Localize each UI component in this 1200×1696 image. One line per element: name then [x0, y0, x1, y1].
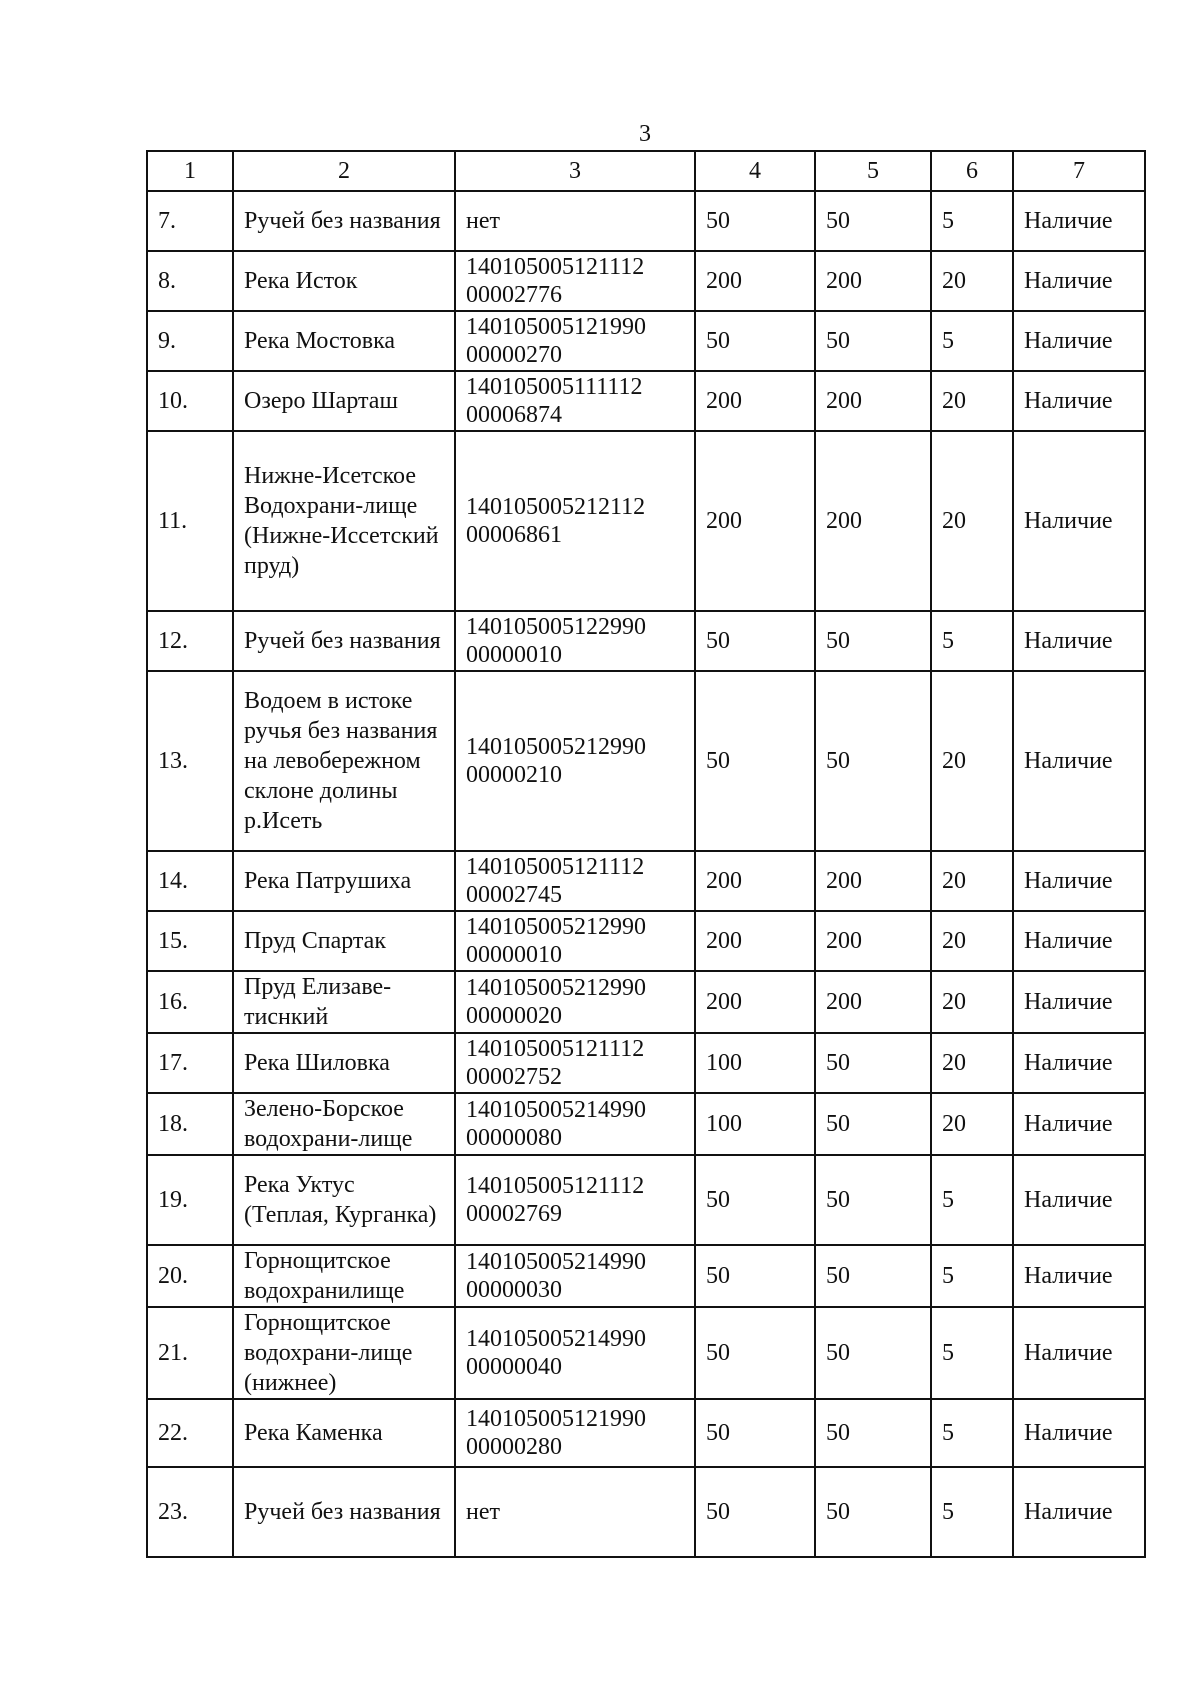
row-number-cell: 20. [147, 1245, 233, 1307]
registry-code-cell: 140105005214990 00000040 [455, 1307, 695, 1399]
registry-code-cell: 140105005214990 00000030 [455, 1245, 695, 1307]
water-body-name-cell: Река Уктус (Теплая, Курганка) [233, 1155, 455, 1245]
column-5-cell: 50 [815, 1467, 931, 1557]
status-cell: Наличие [1013, 1093, 1145, 1155]
column-6-cell: 5 [931, 311, 1013, 371]
table-row [147, 611, 1145, 671]
column-4-cell: 100 [695, 1093, 815, 1155]
column-header: 6 [931, 151, 1013, 191]
column-4-cell: 50 [695, 191, 815, 251]
row-number-cell: 14. [147, 851, 233, 911]
column-5-cell: 200 [815, 251, 931, 311]
water-body-name-cell: Пруд Спартак [233, 911, 455, 971]
column-4-cell: 50 [695, 1155, 815, 1245]
status-cell: Наличие [1013, 1155, 1145, 1245]
column-5-cell: 50 [815, 1033, 931, 1093]
column-5-cell: 50 [815, 1399, 931, 1467]
water-body-name-cell: Река Шиловка [233, 1033, 455, 1093]
water-body-name-cell: Река Каменка [233, 1399, 455, 1467]
column-6-cell: 5 [931, 1307, 1013, 1399]
registry-code-cell: 140105005121112 00002776 [455, 251, 695, 311]
status-cell: Наличие [1013, 851, 1145, 911]
column-6-cell: 20 [931, 671, 1013, 851]
column-6-cell: 5 [931, 611, 1013, 671]
column-6-cell: 5 [931, 1155, 1013, 1245]
column-6-cell: 5 [931, 191, 1013, 251]
registry-code-cell: 140105005212990 00000020 [455, 971, 695, 1033]
column-6-cell: 20 [931, 251, 1013, 311]
page-number: 3 [639, 121, 651, 147]
row-number-cell: 8. [147, 251, 233, 311]
column-5-cell: 50 [815, 611, 931, 671]
registry-code-cell: нет [455, 1467, 695, 1557]
column-6-cell: 5 [931, 1399, 1013, 1467]
column-5-cell: 50 [815, 671, 931, 851]
column-5-cell: 50 [815, 191, 931, 251]
row-number-cell: 21. [147, 1307, 233, 1399]
column-6-cell: 20 [931, 431, 1013, 611]
column-6-cell: 20 [931, 1033, 1013, 1093]
status-cell: Наличие [1013, 311, 1145, 371]
column-header: 1 [147, 151, 233, 191]
water-body-name-cell: Зелено-Борское водохрани-лище [233, 1093, 455, 1155]
column-4-cell: 50 [695, 611, 815, 671]
registry-code-cell: 140105005212990 00000210 [455, 671, 695, 851]
water-body-name-cell: Горнощитское водохранилище [233, 1245, 455, 1307]
column-5-cell: 200 [815, 371, 931, 431]
column-6-cell: 20 [931, 371, 1013, 431]
row-number-cell: 16. [147, 971, 233, 1033]
column-5-cell: 50 [815, 1307, 931, 1399]
table-row [147, 1033, 1145, 1093]
registry-code-cell: 140105005121990 00000270 [455, 311, 695, 371]
column-5-cell: 200 [815, 911, 931, 971]
column-header: 7 [1013, 151, 1145, 191]
registry-code-cell: 140105005121112 00002745 [455, 851, 695, 911]
column-4-cell: 50 [695, 1307, 815, 1399]
registry-code-cell: 140105005122990 00000010 [455, 611, 695, 671]
column-4-cell: 50 [695, 1467, 815, 1557]
row-number-cell: 13. [147, 671, 233, 851]
table-row [147, 1245, 1145, 1307]
status-cell: Наличие [1013, 251, 1145, 311]
column-5-cell: 50 [815, 1093, 931, 1155]
water-body-name-cell: Водоем в истоке ручья без названия на левобережном склоне долины р.Исеть [233, 671, 455, 851]
column-header: 5 [815, 151, 931, 191]
table-row [147, 971, 1145, 1033]
row-number-cell: 7. [147, 191, 233, 251]
status-cell: Наличие [1013, 971, 1145, 1033]
water-body-name-cell: Пруд Елизаве-тиснкий [233, 971, 455, 1033]
row-number-cell: 23. [147, 1467, 233, 1557]
column-4-cell: 50 [695, 311, 815, 371]
table-row [147, 911, 1145, 971]
column-6-cell: 5 [931, 1245, 1013, 1307]
registry-code-cell: 140105005214990 00000080 [455, 1093, 695, 1155]
row-number-cell: 15. [147, 911, 233, 971]
registry-code-cell: 140105005121112 00002769 [455, 1155, 695, 1245]
table-row [147, 1093, 1145, 1155]
column-4-cell: 100 [695, 1033, 815, 1093]
registry-code-cell: 140105005121112 00002752 [455, 1033, 695, 1093]
status-cell: Наличие [1013, 1307, 1145, 1399]
status-cell: Наличие [1013, 1467, 1145, 1557]
row-number-cell: 17. [147, 1033, 233, 1093]
column-6-cell: 5 [931, 1467, 1013, 1557]
water-body-name-cell: Река Патрушиха [233, 851, 455, 911]
table-row [147, 311, 1145, 371]
registry-code-cell: 140105005212112 00006861 [455, 431, 695, 611]
table-row [147, 851, 1145, 911]
water-body-name-cell: Ручей без названия [233, 611, 455, 671]
table-header [147, 151, 1145, 191]
registry-code-cell: 140105005121990 00000280 [455, 1399, 695, 1467]
table-body [147, 191, 1145, 1557]
registry-code-cell: 140105005111112 00006874 [455, 371, 695, 431]
row-number-cell: 12. [147, 611, 233, 671]
table-row [147, 191, 1145, 251]
status-cell: Наличие [1013, 1399, 1145, 1467]
water-body-name-cell: Ручей без названия [233, 1467, 455, 1557]
column-5-cell: 200 [815, 971, 931, 1033]
column-5-cell: 200 [815, 431, 931, 611]
status-cell: Наличие [1013, 371, 1145, 431]
table-row [147, 371, 1145, 431]
column-5-cell: 50 [815, 311, 931, 371]
row-number-cell: 18. [147, 1093, 233, 1155]
column-4-cell: 50 [695, 1399, 815, 1467]
table-row [147, 251, 1145, 311]
column-4-cell: 50 [695, 671, 815, 851]
status-cell: Наличие [1013, 431, 1145, 611]
status-cell: Наличие [1013, 191, 1145, 251]
row-number-cell: 19. [147, 1155, 233, 1245]
column-6-cell: 20 [931, 1093, 1013, 1155]
table-row [147, 1467, 1145, 1557]
column-6-cell: 20 [931, 971, 1013, 1033]
status-cell: Наличие [1013, 1245, 1145, 1307]
water-body-name-cell: Река Мостовка [233, 311, 455, 371]
table-row [147, 671, 1145, 851]
header-row [147, 151, 1145, 191]
row-number-cell: 22. [147, 1399, 233, 1467]
column-4-cell: 200 [695, 851, 815, 911]
row-number-cell: 10. [147, 371, 233, 431]
row-number-cell: 11. [147, 431, 233, 611]
table-row [147, 1399, 1145, 1467]
column-5-cell: 200 [815, 851, 931, 911]
column-header: 3 [455, 151, 695, 191]
status-cell: Наличие [1013, 1033, 1145, 1093]
status-cell: Наличие [1013, 911, 1145, 971]
column-6-cell: 20 [931, 911, 1013, 971]
water-bodies-table [146, 150, 1146, 1558]
column-5-cell: 50 [815, 1155, 931, 1245]
row-number-cell: 9. [147, 311, 233, 371]
status-cell: Наличие [1013, 611, 1145, 671]
registry-code-cell: нет [455, 191, 695, 251]
water-body-name-cell: Нижне-Исетское Водохрани-лище (Нижне-Иссетский пруд) [233, 431, 455, 611]
column-4-cell: 200 [695, 431, 815, 611]
table-row [147, 1155, 1145, 1245]
water-body-name-cell: Горнощитское водохрани-лище (нижнее) [233, 1307, 455, 1399]
water-body-name-cell: Ручей без названия [233, 191, 455, 251]
water-body-name-cell: Река Исток [233, 251, 455, 311]
water-body-name-cell: Озеро Шарташ [233, 371, 455, 431]
column-4-cell: 200 [695, 371, 815, 431]
column-4-cell: 200 [695, 251, 815, 311]
column-header: 2 [233, 151, 455, 191]
column-5-cell: 50 [815, 1245, 931, 1307]
column-6-cell: 20 [931, 851, 1013, 911]
registry-code-cell: 140105005212990 00000010 [455, 911, 695, 971]
column-4-cell: 200 [695, 971, 815, 1033]
table-row [147, 1307, 1145, 1399]
column-4-cell: 200 [695, 911, 815, 971]
status-cell: Наличие [1013, 671, 1145, 851]
table-row [147, 431, 1145, 611]
column-4-cell: 50 [695, 1245, 815, 1307]
column-header: 4 [695, 151, 815, 191]
